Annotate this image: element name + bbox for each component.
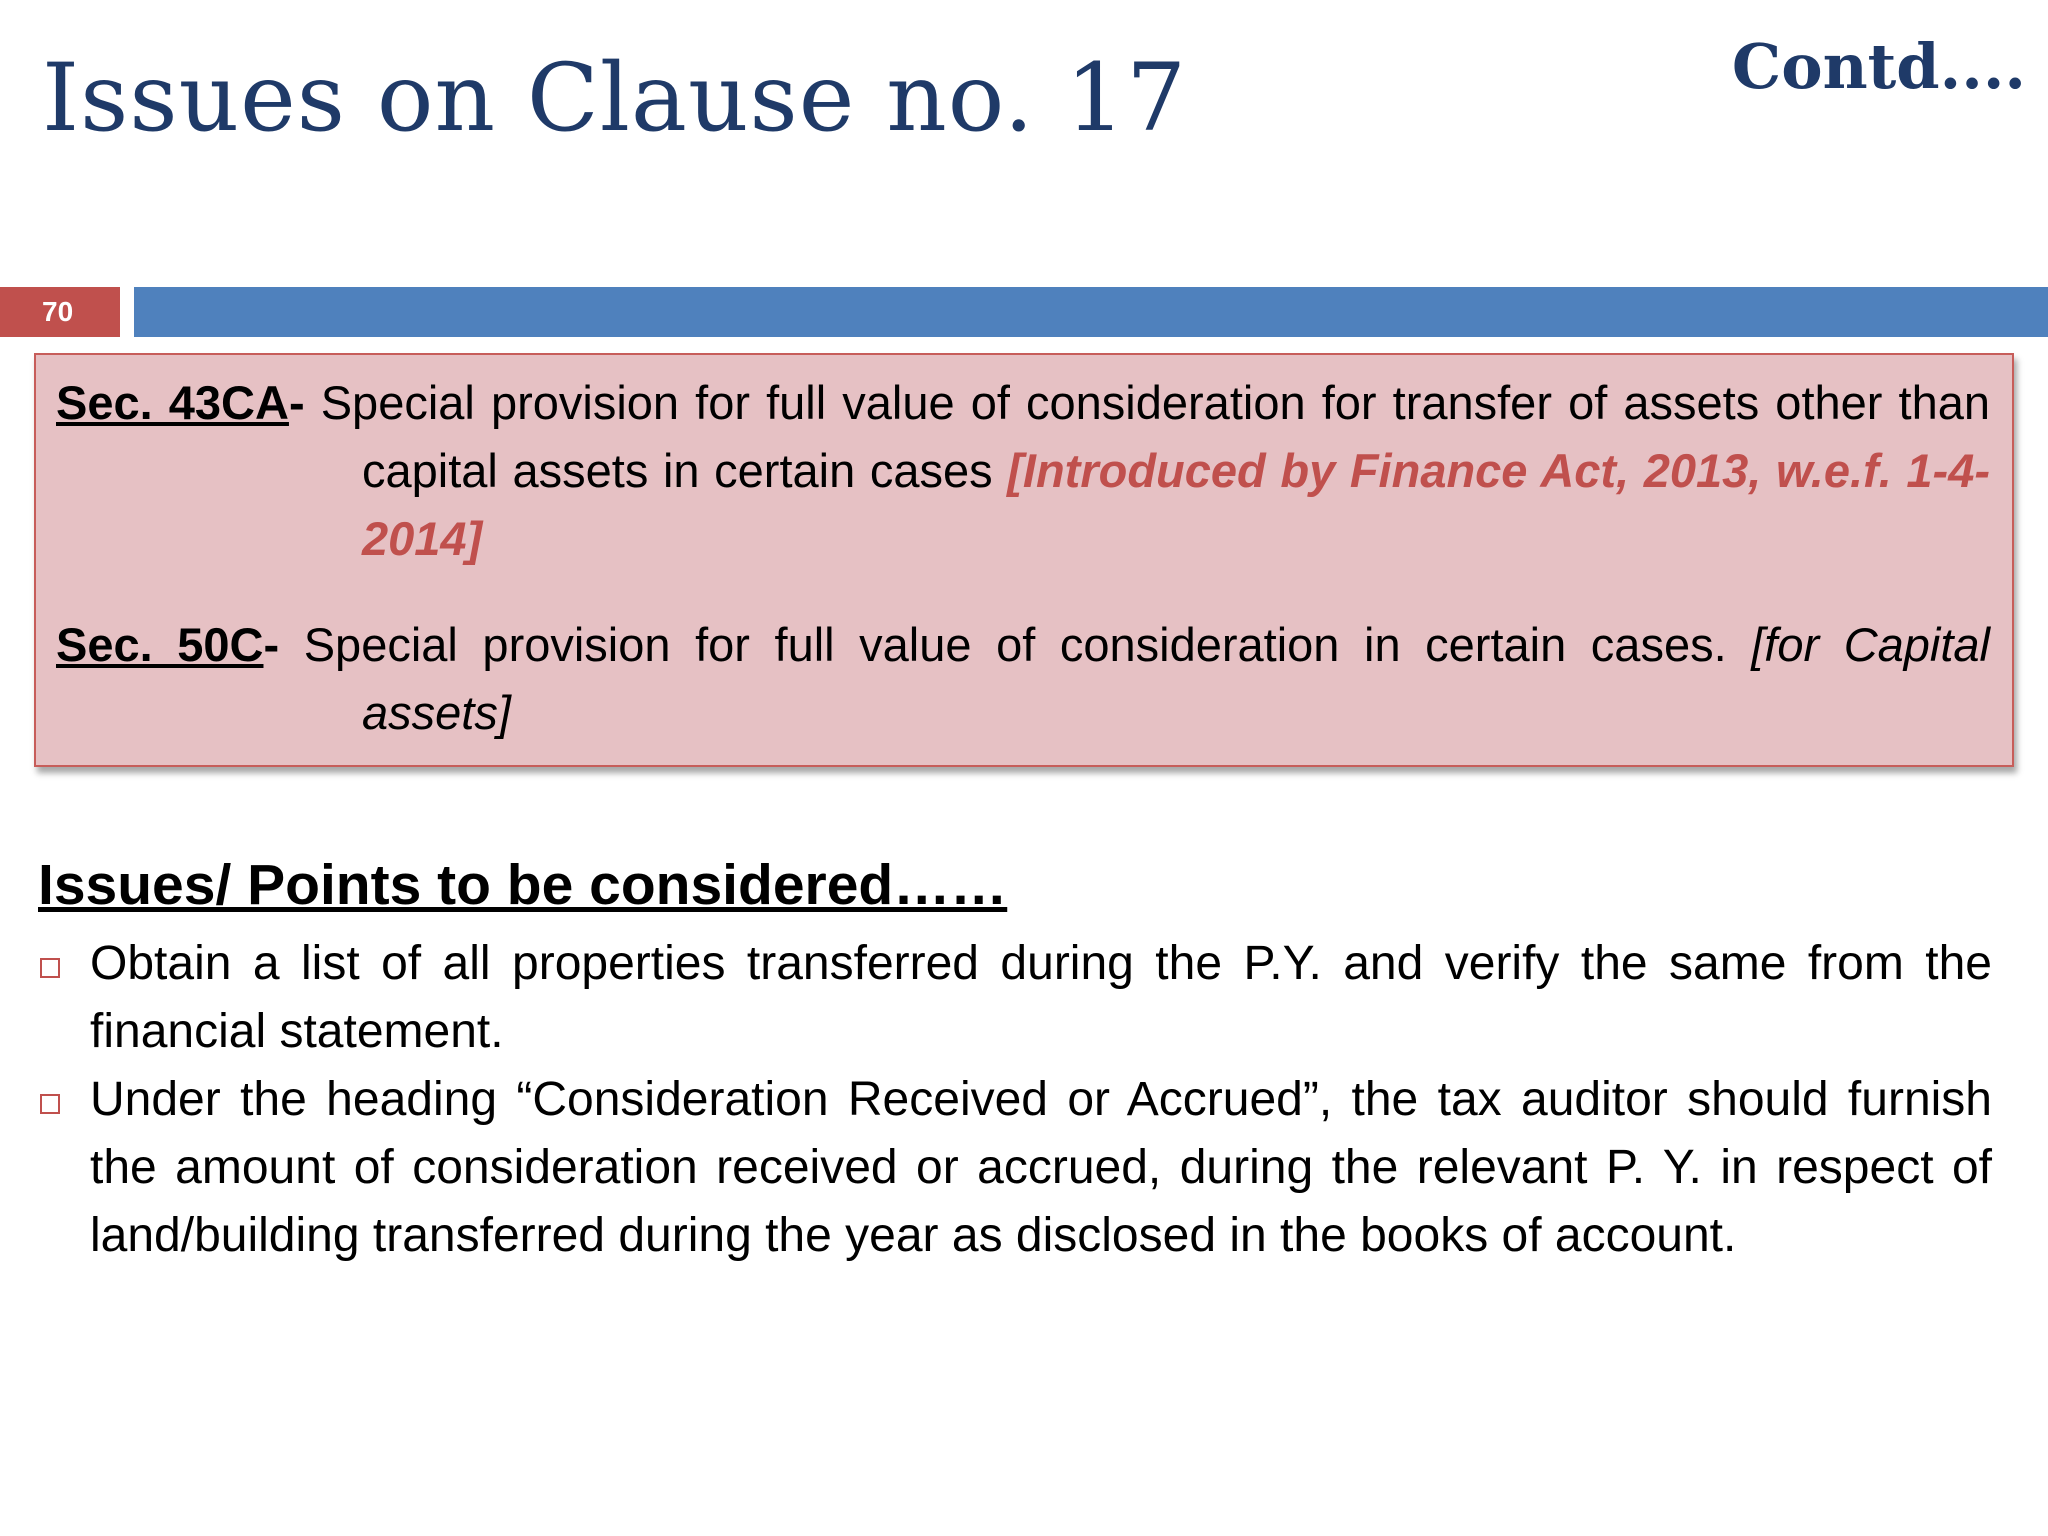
section-entry-50c	[56, 611, 1990, 747]
slide-number-badge: 70	[0, 287, 120, 337]
issues-heading: Issues/ Points to be considered……	[38, 853, 1008, 917]
issues-list	[38, 930, 1992, 1270]
slide-title: Issues on Clause no. 17	[42, 44, 1188, 153]
section-dash: -	[288, 376, 305, 429]
list-item	[38, 1066, 1992, 1270]
list-item-text: Under the heading “Consideration Received or Accrued”, the tax auditor should furnish the amount of consideration received or accrued, during the relevant P. Y. in respect of land/building transferred during the year as disclosed in the books of account.	[90, 1073, 1992, 1262]
header-divider-bar	[134, 287, 2048, 337]
list-item	[38, 930, 1992, 1066]
section-code: Sec. 50C	[56, 618, 264, 671]
section-note: [for Capital assets]	[362, 618, 1990, 739]
section-description: Special provision for full value of consideration in certain cases.	[279, 618, 1752, 671]
sections-box	[34, 353, 2014, 767]
hollow-square-bullet-icon	[40, 958, 60, 978]
section-description: Special provision for full value of consideration for transfer of assets other than capital assets in certain cases	[304, 376, 1991, 497]
continued-label: Contd....	[1731, 30, 2026, 103]
section-code: Sec. 43CA	[56, 376, 289, 429]
hollow-square-bullet-icon	[40, 1094, 60, 1114]
section-note: [Introduced by Finance Act, 2013, w.e.f. 1-4-2014]	[362, 444, 1990, 565]
section-dash: -	[263, 618, 280, 671]
section-entry-43ca	[56, 369, 1990, 573]
list-item-text: Obtain a list of all properties transferred during the P.Y. and verify the same from the financial statement.	[90, 937, 1992, 1058]
